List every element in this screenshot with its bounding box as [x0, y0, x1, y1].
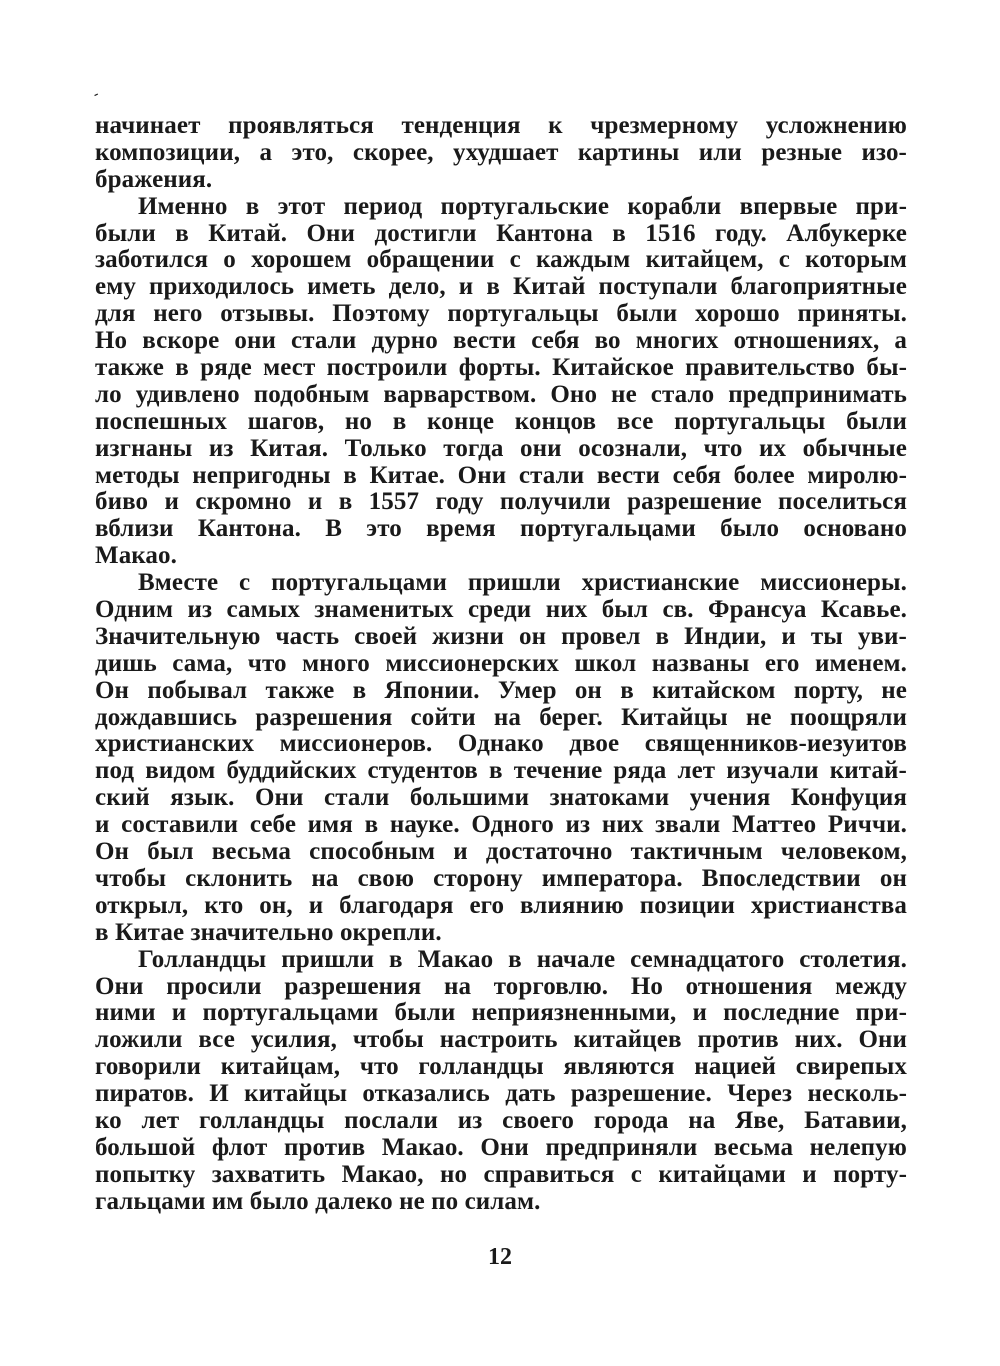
text-line: дишь сама, что много миссионерских школ названы его именем.	[95, 650, 907, 677]
text-line: ему приходилось иметь дело, и в Китай поступали благоприятные	[95, 274, 907, 301]
paragraph-4	[95, 947, 907, 1216]
text-line: под видом буддийских студентов в течение ряда лет изучали китай-	[95, 758, 907, 785]
page-body	[95, 113, 907, 1216]
text-line: пиратов. И китайцы отказались дать разрешение. Через несколь-	[95, 1081, 907, 1108]
page-number: 12	[488, 1244, 512, 1270]
text-line: Они просили разрешения на торговлю. Но отношения между	[95, 973, 907, 1000]
text-line: также в ряде мест построили форты. Китайское правительство бы-	[95, 355, 907, 382]
text-line: гальцами им было далеко не по силам.	[95, 1188, 541, 1215]
stray-mark: -	[90, 86, 102, 103]
text-line: ский язык. Они стали большими знатоками учения Конфуция	[95, 785, 907, 812]
text-line: в Китае значительно окрепли.	[95, 919, 442, 946]
text-line: начинает проявляться тенденция к чрезмерному усложнению	[95, 113, 907, 139]
text-line: чтобы склонить на свою сторону императора. Впоследствии он	[95, 865, 907, 892]
text-line: ложили все усилия, чтобы настроить китайцев против них. Они	[95, 1027, 907, 1054]
text-line: попытку захватить Макао, но справиться с китайцами и порту-	[95, 1161, 907, 1188]
text-line: для него отзывы. Поэтому португальцы были хорошо приняты.	[95, 301, 907, 328]
text-line: Значительную часть своей жизни он провел в Индии, и ты уви-	[95, 623, 907, 650]
paragraph-3	[95, 570, 907, 946]
text-line: ними и португальцами были неприязненными, и последние при-	[95, 1000, 907, 1027]
text-line: Но вскоре они стали дурно вести себя во многих отношениях, а	[95, 328, 907, 355]
text-line: Макао.	[95, 543, 177, 570]
text-line: композиции, а это, скорее, ухудшает картины или резные изо-	[95, 139, 907, 166]
text-line: Вместе с португальцами пришли христианские миссионеры.	[138, 570, 907, 597]
text-line: говорили китайцам, что голландцы являются нацией свирепых	[95, 1054, 907, 1081]
paragraph-1	[95, 113, 907, 194]
text-line: поспешных шагов, но в конце концов все португальцы были	[95, 408, 907, 435]
text-line: заботился о хорошем обращении с каждым китайцем, с которым	[95, 247, 907, 274]
text-line: ко лет голландцы послали из своего города на Яве, Батавии,	[95, 1107, 907, 1134]
text-line: изгнаны из Китая. Только тогда они осознали, что их обычные	[95, 435, 907, 462]
text-line: большой флот против Макао. Они предприняли весьма нелепую	[95, 1134, 907, 1161]
text-line: ло удивлено подобным варварством. Оно не стало предпринимать	[95, 381, 907, 408]
text-line: христианских миссионеров. Однако двое священников-иезуитов	[95, 731, 907, 758]
text-line: и составили себе имя в науке. Одного из них звали Маттео Риччи.	[95, 812, 907, 839]
text-line: дождавшись разрешения сойти на берег. Китайцы не поощряли	[95, 704, 907, 731]
text-line: Одним из самых знаменитых среди них был св. Франсуа Ксавье.	[95, 597, 907, 624]
text-line: методы непригодны в Китае. Они стали вести себя более миролю-	[95, 462, 907, 489]
text-line: бражения.	[95, 166, 213, 193]
text-line: были в Китай. Они достигли Кантона в 1516 году. Албукерке	[95, 220, 907, 247]
text-line: вблизи Кантона. В это время португальцами было основано	[95, 516, 907, 543]
text-line: Он побывал также в Японии. Умер он в китайском порту, не	[95, 677, 907, 704]
paragraph-2	[95, 194, 907, 570]
text-line: Именно в этот период португальские корабли впервые при-	[138, 193, 907, 220]
text-line: биво и скромно и в 1557 году получили разрешение поселиться	[95, 489, 907, 516]
text-line: Он был весьма способным и достаточно тактичным человеком,	[95, 839, 907, 866]
text-line: Голландцы пришли в Макао в начале семнадцатого столетия.	[138, 946, 907, 973]
text-line: открыл, кто он, и благодаря его влиянию позиции христианства	[95, 892, 907, 919]
